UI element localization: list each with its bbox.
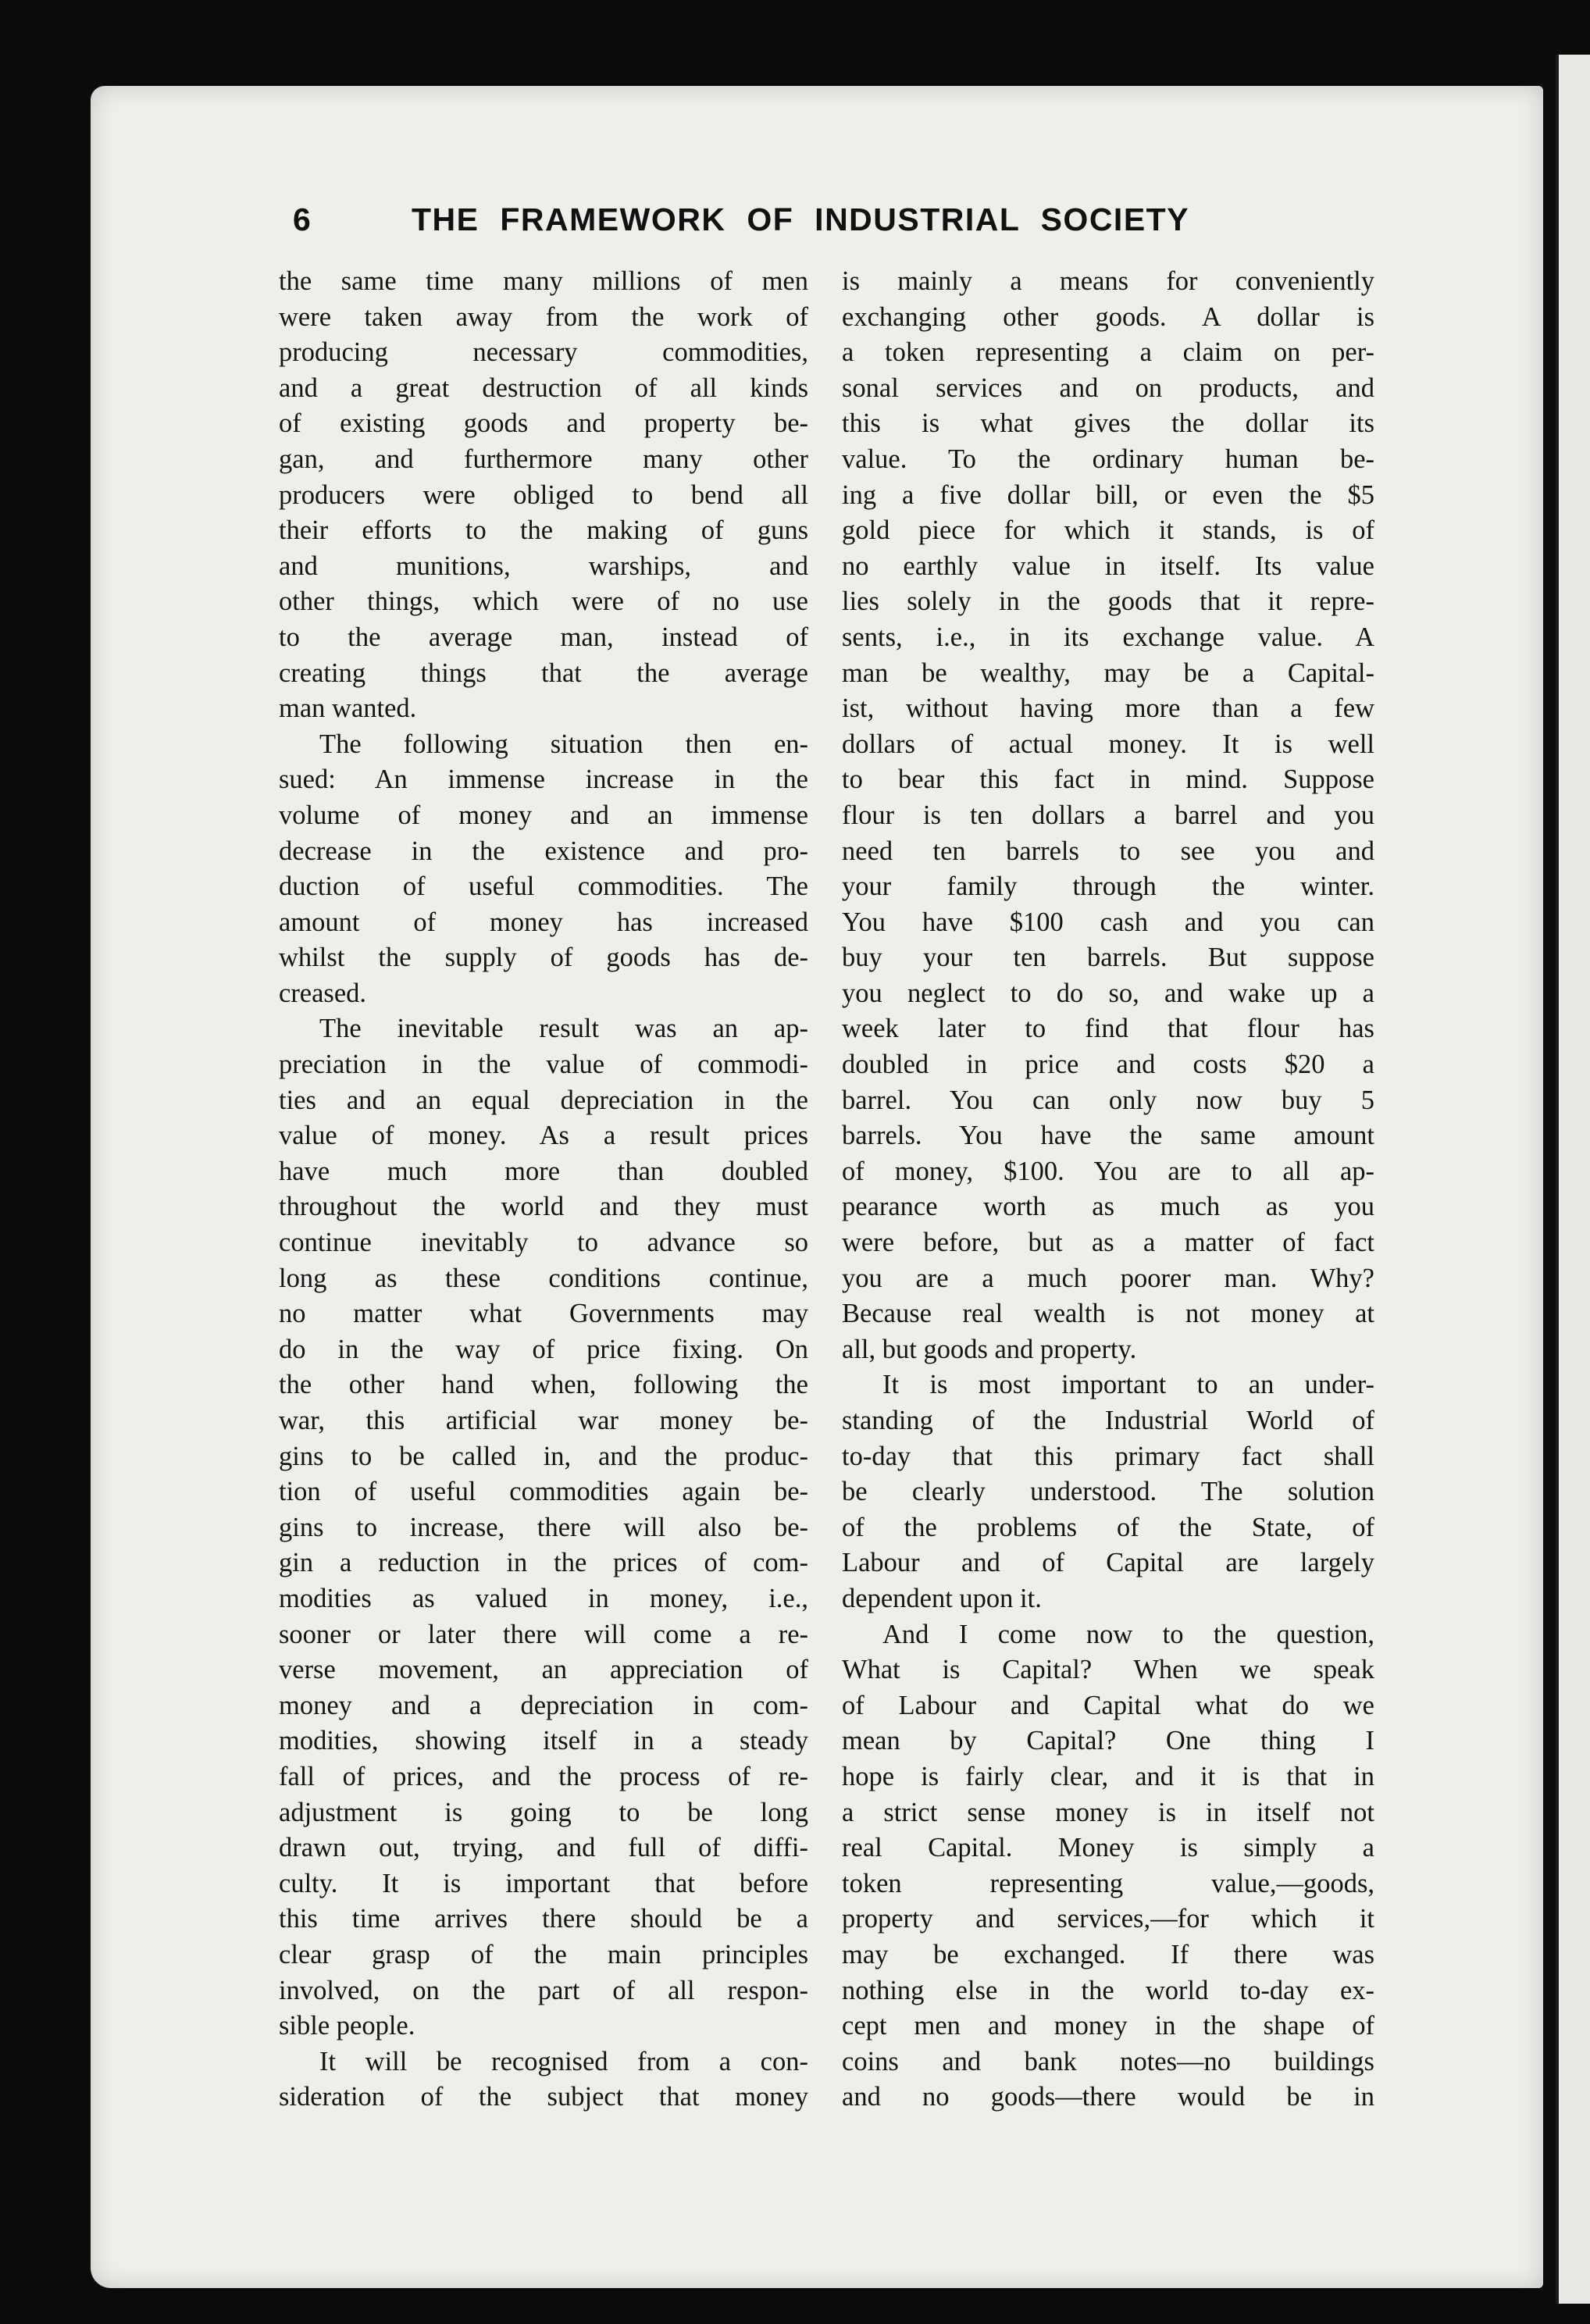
text-line: verse movement, an appreciation of [279, 1655, 808, 1685]
text-line: drawn out, trying, and full of diffi- [279, 1833, 808, 1863]
text-line: dollars of actual money. It is well [842, 729, 1374, 759]
text-line: sible people. [279, 2011, 415, 2041]
text-line: gold piece for which it stands, is of [842, 515, 1374, 546]
text-line: cept men and money in the shape of [842, 2011, 1374, 2041]
text-line: nothing else in the world to-day ex- [842, 1975, 1374, 2005]
text-line: doubled in price and costs $20 a [842, 1050, 1374, 1080]
text-line: were taken away from the work of [279, 301, 808, 332]
text-line: of existing goods and property be- [279, 408, 808, 439]
text-line: property and services,—for which it [842, 1904, 1374, 1934]
text-line: flour is ten dollars a barrel and you [842, 800, 1374, 830]
text-line: lies solely in the goods that it repre- [842, 586, 1374, 617]
text-line: Because real wealth is not money at [842, 1299, 1374, 1329]
text-line: mean by Capital? One thing I [842, 1726, 1374, 1756]
text-line: value of money. As a result prices [279, 1121, 808, 1151]
text-line: adjustment is going to be long [279, 1797, 808, 1827]
text-line: amount of money has increased [279, 907, 808, 937]
text-line: gins to be called in, and the produc- [279, 1441, 808, 1471]
text-line: continue inevitably to advance so [279, 1228, 808, 1258]
text-line: a strict sense money is in itself not [842, 1797, 1374, 1827]
text-line: to-day that this primary fact shall [842, 1441, 1374, 1471]
text-line: involved, on the part of all respon- [279, 1975, 808, 2005]
text-line: is mainly a means for conveniently [842, 266, 1374, 296]
text-line: sonal services and on products, and [842, 372, 1374, 403]
text-line: long as these conditions continue, [279, 1263, 808, 1293]
text-line: throughout the world and they must [279, 1192, 808, 1222]
text-line: your family through the winter. [842, 872, 1374, 902]
text-line: and no goods—there would be in [842, 2082, 1374, 2112]
text-line: the other hand when, following the [279, 1370, 808, 1400]
text-line: of Labour and Capital what do we [842, 1690, 1374, 1720]
text-line: need ten barrels to see you and [842, 836, 1374, 866]
right-text-column [842, 264, 1374, 2115]
text-line: The following situation then en- [319, 729, 808, 759]
text-line: buy your ten barrels. But suppose [842, 943, 1374, 973]
text-line: modities as valued in money, i.e., [279, 1583, 808, 1613]
text-line: no matter what Governments may [279, 1299, 808, 1329]
text-line: sents, i.e., in its exchange value. A [842, 622, 1374, 652]
text-line: no earthly value in itself. Its value [842, 551, 1374, 581]
text-line: fall of prices, and the process of re- [279, 1761, 808, 1791]
text-line: tion of useful commodities again be- [279, 1477, 808, 1507]
text-line: week later to find that flour has [842, 1014, 1374, 1044]
text-line: ing a five dollar bill, or even the $5 [842, 479, 1374, 510]
text-line: producers were obliged to bend all [279, 479, 808, 510]
text-line: this time arrives there should be a [279, 1904, 808, 1934]
text-line: you are a much poorer man. Why? [842, 1263, 1374, 1293]
text-line: of money, $100. You are to all ap- [842, 1156, 1374, 1186]
text-line: were before, but as a matter of fact [842, 1228, 1374, 1258]
text-line: to the average man, instead of [279, 622, 808, 652]
text-line: barrels. You have the same amount [842, 1121, 1374, 1151]
page-header [293, 201, 1230, 251]
text-line: producing necessary commodities, [279, 337, 808, 368]
text-line: man wanted. [279, 693, 417, 724]
text-line: gins to increase, there will also be- [279, 1512, 808, 1542]
text-line: to bear this fact in mind. Suppose [842, 765, 1374, 795]
text-line: whilst the supply of goods has de- [279, 943, 808, 973]
text-line: a token representing a claim on per- [842, 337, 1374, 368]
text-line: ties and an equal depreciation in the [279, 1085, 808, 1115]
text-line: pearance worth as much as you [842, 1192, 1374, 1222]
text-line: be clearly understood. The solution [842, 1477, 1374, 1507]
text-line: ist, without having more than a few [842, 693, 1374, 724]
left-text-column [279, 264, 808, 2115]
text-line: have much more than doubled [279, 1156, 808, 1186]
text-line: exchanging other goods. A dollar is [842, 301, 1374, 332]
text-line: duction of useful commodities. The [279, 872, 808, 902]
text-line: What is Capital? When we speak [842, 1655, 1374, 1685]
text-line: It is most important to an under- [882, 1370, 1374, 1400]
running-title: THE FRAMEWORK OF INDUSTRIAL SOCIETY [412, 201, 1190, 237]
text-line: the same time many millions of men [279, 266, 808, 296]
text-line: other things, which were of no use [279, 586, 808, 617]
text-line: decrease in the existence and pro- [279, 836, 808, 866]
text-line: hope is fairly clear, and it is that in [842, 1761, 1374, 1791]
text-line: this is what gives the dollar its [842, 408, 1374, 439]
text-line: money and a depreciation in com- [279, 1690, 808, 1720]
text-line: token representing value,—goods, [842, 1868, 1374, 1898]
text-line: may be exchanged. If there was [842, 1939, 1374, 1969]
text-line: dependent upon it. [842, 1583, 1042, 1613]
text-line: modities, showing itself in a steady [279, 1726, 808, 1756]
adjacent-page-edge [1556, 55, 1590, 2304]
text-line: war, this artificial war money be- [279, 1406, 808, 1435]
page-number: 6 [293, 201, 312, 237]
text-line: real Capital. Money is simply a [842, 1833, 1374, 1863]
text-line: value. To the ordinary human be- [842, 444, 1374, 474]
text-line: sued: An immense increase in the [279, 765, 808, 795]
text-line: standing of the Industrial World of [842, 1406, 1374, 1435]
text-line: clear grasp of the main principles [279, 1939, 808, 1969]
text-line: of the problems of the State, of [842, 1512, 1374, 1542]
text-line: creased. [279, 978, 367, 1008]
text-line: their efforts to the making of guns [279, 515, 808, 546]
text-line: creating things that the average [279, 658, 808, 688]
text-line: culty. It is important that before [279, 1868, 808, 1898]
text-line: gin a reduction in the prices of com- [279, 1548, 808, 1578]
text-line: volume of money and an immense [279, 800, 808, 830]
text-line: Labour and of Capital are largely [842, 1548, 1374, 1578]
text-line: The inevitable result was an ap- [319, 1014, 808, 1044]
text-line: sooner or later there will come a re- [279, 1619, 808, 1649]
text-line: And I come now to the question, [882, 1619, 1374, 1649]
text-line: and a great destruction of all kinds [279, 372, 808, 403]
text-line: do in the way of price fixing. On [279, 1334, 808, 1364]
text-line: and munitions, warships, and [279, 551, 808, 581]
text-line: you neglect to do so, and wake up a [842, 978, 1374, 1008]
text-line: man be wealthy, may be a Capital- [842, 658, 1374, 688]
text-line: sideration of the subject that money [279, 2082, 808, 2112]
text-line: You have $100 cash and you can [842, 907, 1374, 937]
text-line: coins and bank notes—no buildings [842, 2046, 1374, 2076]
text-line: barrel. You can only now buy 5 [842, 1085, 1374, 1115]
text-line: It will be recognised from a con- [319, 2046, 808, 2076]
text-line: all, but goods and property. [842, 1334, 1137, 1364]
text-line: preciation in the value of commodi- [279, 1050, 808, 1080]
text-line: gan, and furthermore many other [279, 444, 808, 474]
